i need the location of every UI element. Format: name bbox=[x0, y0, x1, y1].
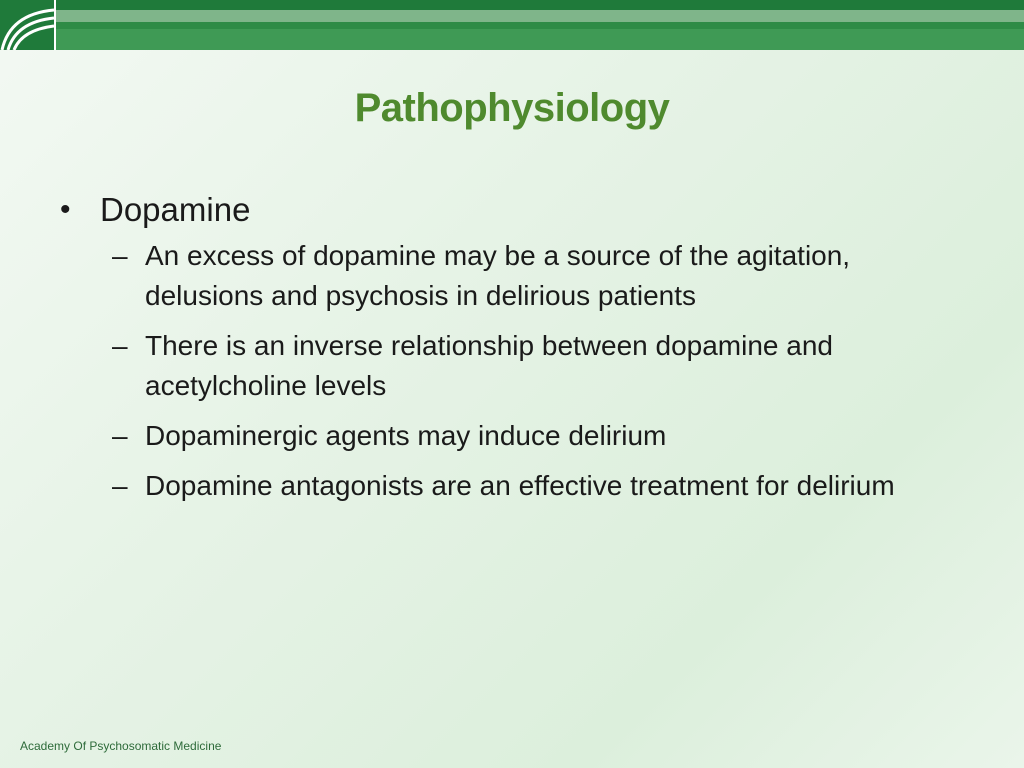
sub-bullet-item bbox=[112, 326, 935, 406]
slide-title: Pathophysiology bbox=[354, 86, 670, 130]
sub-bullet-item bbox=[112, 416, 935, 456]
sub-bullet-list bbox=[60, 236, 960, 506]
footer-text: Academy Of Psychosomatic Medicine bbox=[20, 739, 222, 753]
bullet-item bbox=[60, 188, 960, 232]
logo bbox=[0, 0, 54, 50]
sub-bullet-marker: – bbox=[112, 470, 128, 501]
header-band-light bbox=[56, 10, 1024, 22]
bullet-text: Dopamine bbox=[100, 191, 251, 228]
bullet-marker: • bbox=[60, 193, 71, 226]
sub-bullet-item bbox=[112, 236, 935, 316]
header-band-mid bbox=[56, 22, 1024, 29]
sub-bullet-marker: – bbox=[112, 330, 128, 361]
sub-bullet-text: An excess of dopamine may be a source of the agitation, delusions and psychosis in delirious patients bbox=[145, 240, 851, 311]
sub-bullet-text: There is an inverse relationship between dopamine and acetylcholine levels bbox=[145, 330, 833, 401]
slide-content bbox=[60, 188, 960, 516]
arc-logo-icon bbox=[0, 0, 54, 50]
sub-bullet-text: Dopaminergic agents may induce delirium bbox=[145, 420, 667, 451]
header-band-base bbox=[56, 29, 1024, 50]
sub-bullet-text: Dopamine antagonists are an effective treatment for delirium bbox=[145, 470, 895, 501]
sub-bullet-item bbox=[112, 466, 935, 506]
sub-bullet-marker: – bbox=[112, 240, 128, 271]
sub-bullet-marker: – bbox=[112, 420, 128, 451]
header-band-dark bbox=[56, 0, 1024, 10]
